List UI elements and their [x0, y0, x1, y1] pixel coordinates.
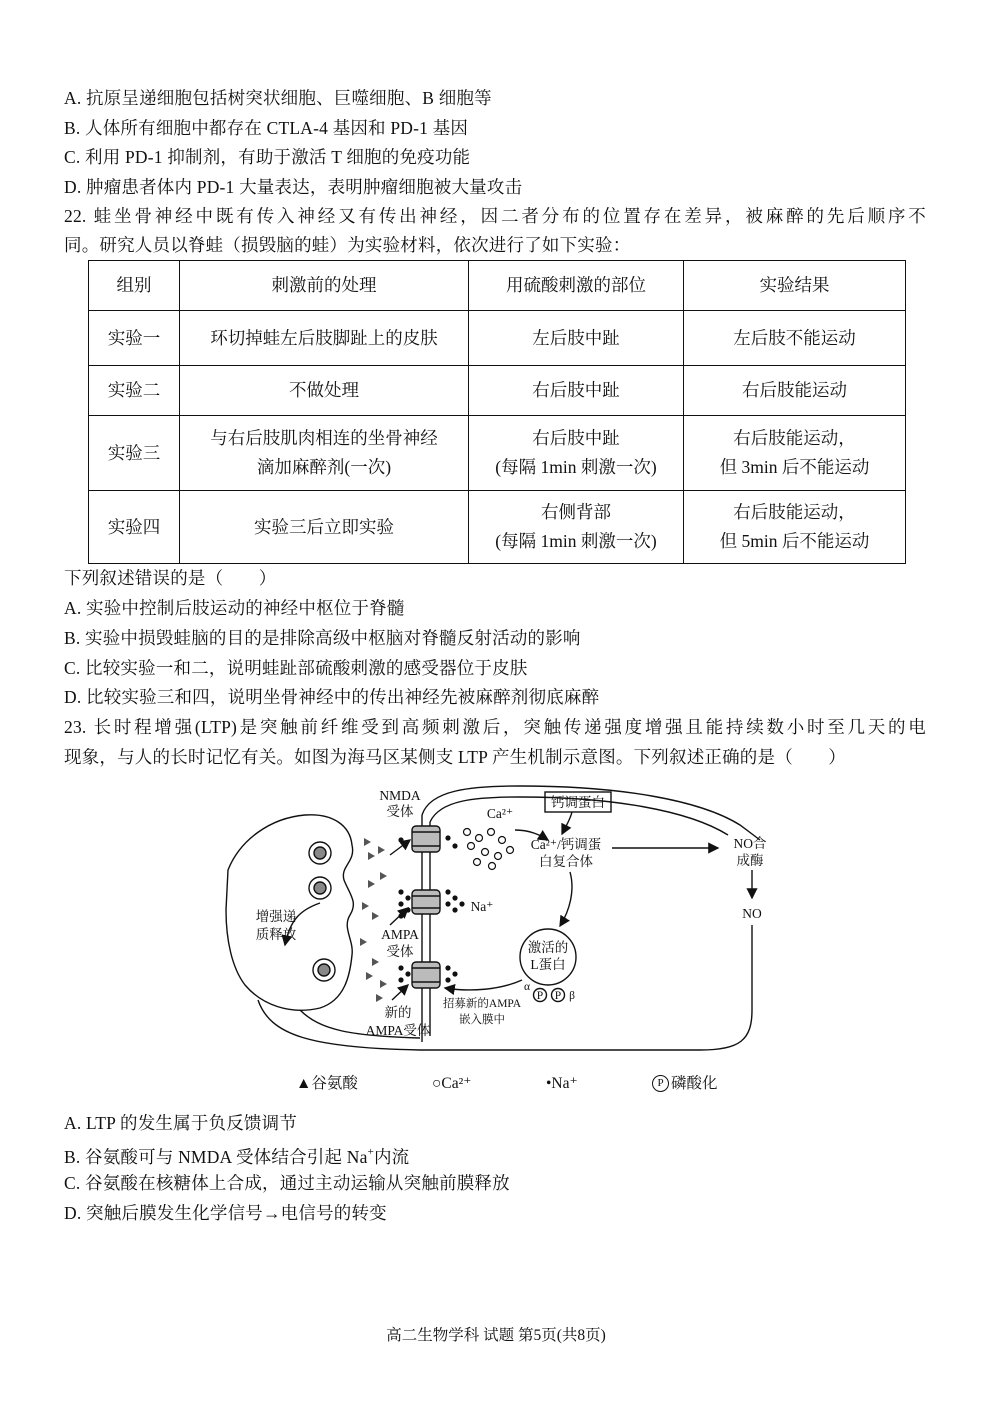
legend-phospho-mark: P — [652, 1075, 669, 1092]
label-l-protein-1: 激活的 — [527, 940, 569, 955]
label-p-alpha: P — [536, 990, 544, 1002]
label-ca: Ca²⁺ — [486, 806, 514, 821]
label-complex-2: 白复合体 — [539, 854, 593, 869]
table-cell-line: 左后肢中趾 — [532, 327, 620, 348]
table-cell-line: 环切掉蛙左后肢脚趾上的皮肤 — [210, 327, 438, 348]
legend-phosphorylation — [652, 1070, 718, 1098]
q23-stem-line-1: 23. 长时程增强(LTP)是突触前纤维受到高频刺激后，突触传递强度增强且能持续数小时至几天的电 — [64, 717, 926, 737]
table-cell-line: 左后肢不能运动 — [733, 327, 856, 348]
q23-option-b-sup: + — [367, 1146, 374, 1158]
q22-option-b: B. 实验中损毁蛙脑的目的是排除高级中枢脑对脊髓反射活动的影响 — [64, 628, 581, 648]
nmda-receptor — [412, 826, 440, 852]
label-new-ampa-2: AMPA受体 — [365, 1023, 431, 1038]
label-recruit-2: 嵌入膜中 — [459, 1014, 505, 1026]
label-ampa: AMPA — [381, 927, 419, 942]
new-ampa-receptor — [412, 962, 440, 988]
label-new-ampa-1: 新的 — [384, 1005, 412, 1020]
table-cell-line: 右后肢中趾 — [532, 428, 620, 448]
recruit-arrow — [445, 980, 522, 990]
legend-calcium: ○Ca²⁺ — [432, 1075, 472, 1092]
table-cell-line: (每隔 1min 刺激一次) — [495, 531, 657, 551]
label-l-protein-2: L蛋白 — [530, 957, 566, 972]
label-ampa-receptor: 受体 — [386, 944, 414, 959]
table-cell-line: 滴加麻醉剂(一次) — [256, 457, 392, 477]
glutamate-molecules — [360, 838, 387, 1002]
header-group: 组别 — [89, 261, 180, 311]
table-cell-line: 但 5min 后不能运动 — [719, 531, 870, 551]
table-cell-line: 与右后肢肌肉相连的坐骨神经 — [210, 428, 438, 448]
table-cell-line: (每隔 1min 刺激一次) — [495, 457, 657, 477]
table-cell-line: 实验三 — [107, 442, 161, 463]
vesicle-3-core — [318, 964, 330, 976]
table-cell-line: 右后肢能运动， — [733, 428, 856, 448]
table-cell-line: 实验二 — [107, 380, 161, 400]
q23-option-b — [64, 1139, 926, 1167]
q22-stem-line-1: 22. 蛙坐骨神经中既有传入神经又有传出神经，因二者分布的位置存在差异，被麻醉的先后顺序不 — [64, 206, 926, 226]
label-nos-2: 成酶 — [736, 853, 764, 868]
ampa-receptor — [412, 890, 440, 914]
label-calmodulin: 钙调蛋白 — [551, 795, 605, 810]
calmodulin-arrow — [562, 812, 572, 834]
q21-option-c: C. 利用 PD-1 抑制剂，有助于激活 T 细胞的免疫功能 — [64, 147, 471, 167]
table-cell-line: 实验三后立即实验 — [254, 516, 394, 537]
diagram-legend — [0, 1070, 992, 1098]
header-stimulus-site: 用硫酸刺激的部位 — [469, 261, 684, 311]
calcium-ions — [464, 829, 514, 870]
label-no: NO — [742, 906, 762, 921]
table-cell-line: 实验一 — [107, 327, 161, 348]
table-cell-line: 实验四 — [107, 516, 161, 537]
complex-to-l-protein-arrow — [560, 872, 572, 926]
label-release-2: 质释放 — [255, 927, 297, 942]
q23-option-b-text: B. 谷氨酸可与 NMDA 受体结合引起 Na — [64, 1146, 368, 1167]
q22-question: 下列叙述错误的是（ ） — [64, 568, 277, 588]
table-cell-line: 右侧背部 — [541, 502, 611, 522]
label-alpha: α — [523, 981, 531, 993]
label-release-1: 增强递 — [255, 909, 297, 924]
vesicle-2-core — [314, 882, 326, 894]
presynaptic-axon — [255, 925, 752, 1050]
label-nmda: NMDA — [379, 788, 421, 803]
q22-option-a: A. 实验中控制后肢运动的神经中枢位于脊髓 — [64, 598, 405, 618]
page-footer: 高二生物学科 试题 第5页(共8页) — [386, 1327, 606, 1344]
header-result: 实验结果 — [684, 261, 906, 311]
table-cell-line: 但 3min 后不能运动 — [719, 457, 870, 477]
q21-option-b: B. 人体所有细胞中都存在 CTLA-4 基因和 PD-1 基因 — [64, 118, 469, 138]
label-p-beta: P — [554, 990, 562, 1002]
q22-option-c: C. 比较实验一和二，说明蛙趾部硫酸刺激的感受器位于皮肤 — [64, 658, 528, 678]
legend-phospho-text: 磷酸化 — [671, 1075, 718, 1092]
q23-option-c: C. 谷氨酸在核糖体上合成，通过主动运输从突触前膜释放 — [64, 1173, 510, 1193]
table-cell-line: 不做处理 — [289, 380, 359, 400]
q22-stem-line-2: 同。研究人员以脊蛙（损毁脑的蛙）为实验材料，依次进行了如下实验： — [64, 235, 631, 255]
label-nos-1: NO合 — [733, 836, 767, 851]
q22-option-d: D. 比较实验三和四，说明坐骨神经中的传出神经先被麻醉剂彻底麻醉 — [64, 687, 600, 707]
q23-stem-line-2: 现象，与人的长时记忆有关。如图为海马区某侧支 LTP 产生机制示意图。下列叙述正确的是（ ） — [64, 747, 847, 767]
new-ampa-arrow — [392, 985, 408, 1000]
vesicle-1-core — [314, 847, 326, 859]
label-recruit-1: 招募新的AMPA — [442, 998, 522, 1010]
q23-option-b-tail: 内流 — [373, 1146, 410, 1167]
q23-option-d: D. 突触后膜发生化学信号→电信号的转变 — [64, 1203, 387, 1223]
legend-glutamate: ▲谷氨酸 — [296, 1075, 358, 1092]
table-cell-line: 右后肢中趾 — [532, 380, 620, 400]
label-complex-1: Ca²⁺/钙调蛋 — [530, 837, 602, 852]
label-beta: β — [569, 990, 575, 1002]
legend-sodium: •Na⁺ — [546, 1075, 578, 1092]
label-na: Na⁺ — [470, 899, 494, 914]
q23-option-a: A. LTP 的发生属于负反馈调节 — [64, 1113, 298, 1133]
q21-option-a: A. 抗原呈递细胞包括树突状细胞、巨噬细胞、B 细胞等 — [64, 88, 492, 108]
table-cell-line: 右后肢能运动 — [742, 380, 847, 400]
table-cell-line: 右后肢能运动， — [733, 502, 856, 522]
header-pretreatment: 刺激前的处理 — [180, 261, 469, 311]
q21-option-d: D. 肿瘤患者体内 PD-1 大量表达，表明肿瘤细胞被大量攻击 — [64, 177, 523, 197]
label-nmda-receptor: 受体 — [386, 804, 414, 819]
